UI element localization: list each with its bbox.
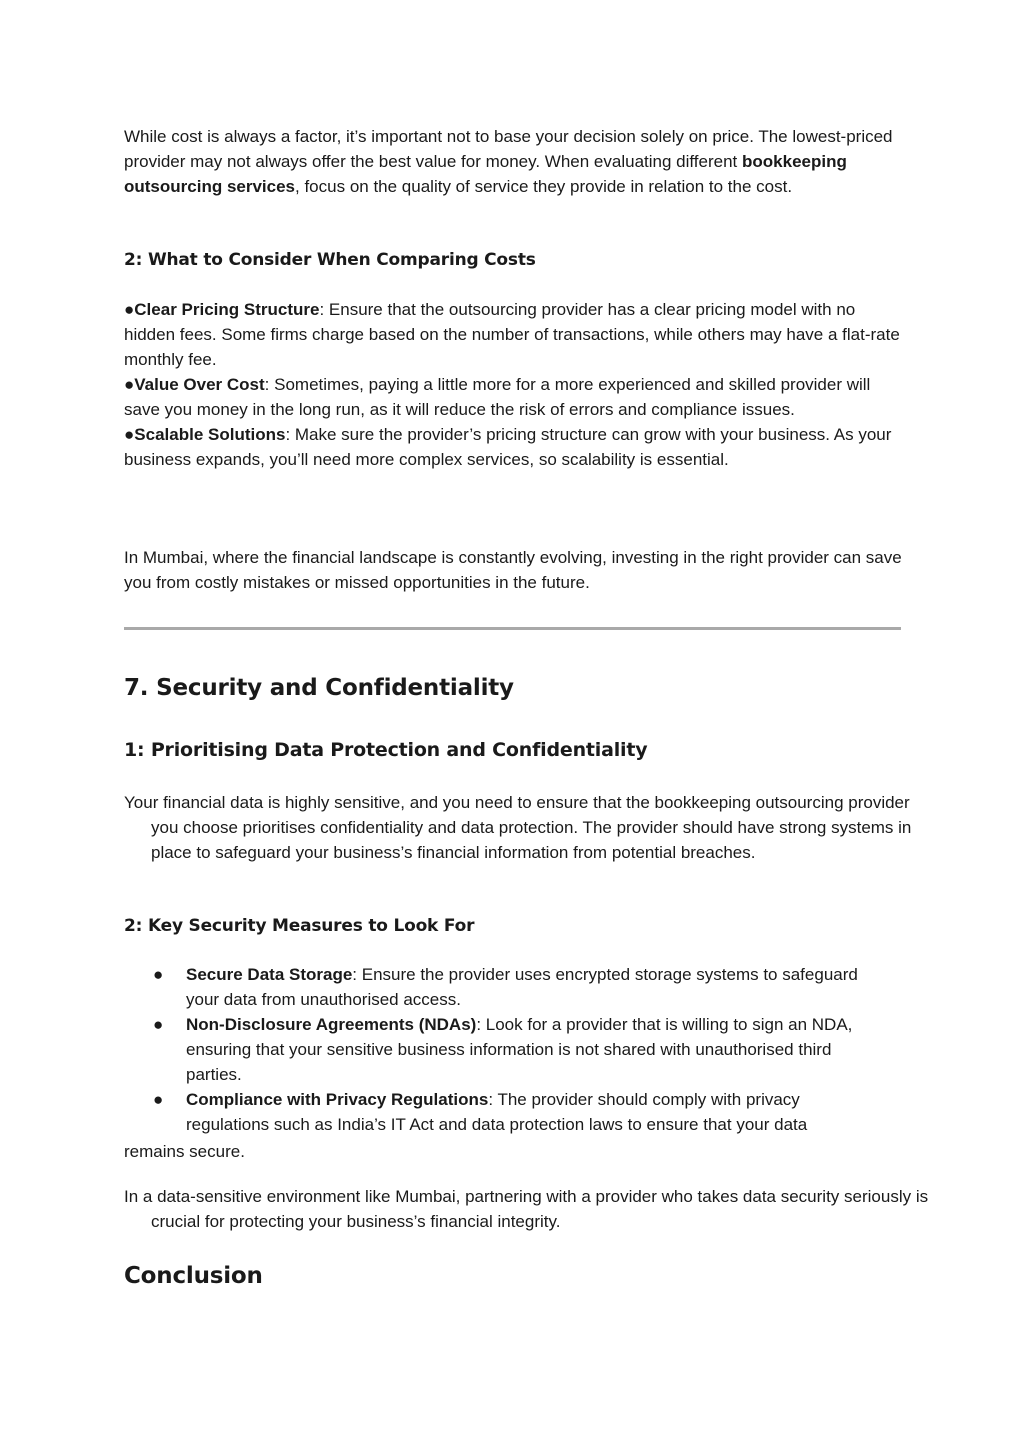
list-item-label: Scalable Solutions xyxy=(134,425,286,444)
list-item-text: : Sometimes, paying a little more for a more experienced and skilled provider will save you money in the long run, as it will reduce the risk of errors and compliance issues. xyxy=(124,375,871,419)
data-protection-paragraph: Your financial data is highly sensitive, and you need to ensure that the bookkeeping outsourcing provider you choose prioritises confidentiality and data protection. The provider should have strong systems in place to safeguard your business’s financial information from potential breaches. xyxy=(124,793,912,862)
data-protection-heading: 1: Prioritising Data Protection and Confidentiality xyxy=(124,739,648,761)
conclusion-heading: Conclusion xyxy=(124,1263,263,1289)
bullet-icon: ● xyxy=(153,1090,164,1109)
list-item-text: : The provider should comply with privacy regulations such as India’s IT Act and data protection laws to ensure that your data xyxy=(186,1090,808,1134)
security-measures-list xyxy=(124,962,904,1137)
list-item-text: : Look for a provider that is willing to sign an NDA, ensuring that your sensitive business information is not shared with unauthorised third parties. xyxy=(186,1015,853,1084)
list-item-value xyxy=(124,372,904,422)
intro-text-start: While cost is always a factor, it’s important not to base your decision solely on price. The lowest-priced provider may not always offer the best value for money. When evaluating different xyxy=(124,127,893,171)
security-measures-heading: 2: Key Security Measures to Look For xyxy=(124,916,475,936)
list-item-text: : Ensure the provider uses encrypted storage systems to safeguard your data from unauthorised access. xyxy=(186,965,858,1009)
list-item-label: Value Over Cost xyxy=(134,375,265,394)
compliance-continuation: remains secure. xyxy=(124,1142,245,1161)
list-item-compliance xyxy=(124,1087,876,1137)
cost-comparison-heading: 2: What to Consider When Comparing Costs xyxy=(124,250,536,270)
list-item-label: Non-Disclosure Agreements (NDAs) xyxy=(186,1015,477,1034)
list-item-label: Compliance with Privacy Regulations xyxy=(186,1090,489,1109)
bullet-icon: ● xyxy=(124,425,135,444)
intro-bold-term: bookkeeping outsourcing services xyxy=(124,152,847,196)
mumbai-security-paragraph: In a data-sensitive environment like Mumbai, partnering with a provider who takes data security seriously is crucial for protecting your business’s financial integrity. xyxy=(124,1187,929,1231)
list-item-storage xyxy=(124,962,876,1012)
section-7-heading: 7. Security and Confidentiality xyxy=(124,675,514,701)
list-item-nda xyxy=(124,1012,876,1087)
intro-text-end: , focus on the quality of service they provide in relation to the cost. xyxy=(295,177,793,196)
list-item-text: : Make sure the provider’s pricing structure can grow with your business. As your business expands, you’ll need more complex services, so scalability is essential. xyxy=(124,425,892,469)
list-item-label: Clear Pricing Structure xyxy=(134,300,320,319)
bullet-icon: ● xyxy=(124,300,135,319)
bullet-icon: ● xyxy=(153,1015,164,1034)
list-item-scalable xyxy=(124,422,904,472)
mumbai-cost-paragraph: In Mumbai, where the financial landscape is constantly evolving, investing in the right provider can save you from costly mistakes or missed opportunities in the future. xyxy=(124,548,902,592)
intro-paragraph xyxy=(124,124,904,199)
list-item-text: : Ensure that the outsourcing provider has a clear pricing model with no hidden fees. Some firms charge based on the number of transactions, while others may have a flat-rate monthly fee. xyxy=(124,300,900,369)
cost-considerations-list xyxy=(124,297,904,472)
section-divider xyxy=(124,627,901,630)
list-item-pricing xyxy=(124,297,904,372)
list-item-label: Secure Data Storage xyxy=(186,965,353,984)
bullet-icon: ● xyxy=(153,965,164,984)
bullet-icon: ● xyxy=(124,375,135,394)
